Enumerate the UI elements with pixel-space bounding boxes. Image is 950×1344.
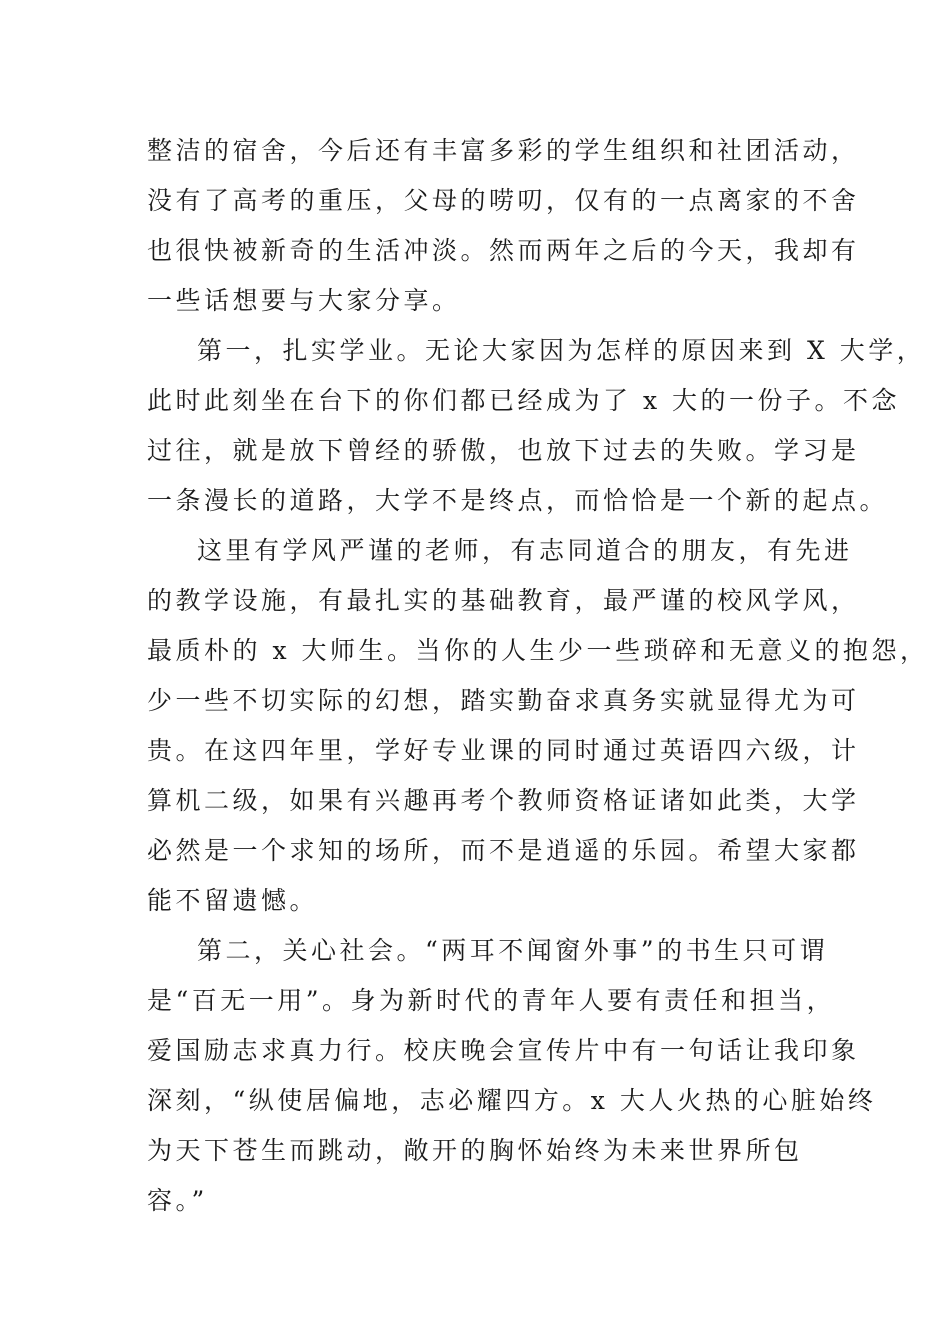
- text-line: 容。”: [147, 1186, 208, 1215]
- text-line: 贵。在这四年里，学好专业课的同时通过英语四六级，计: [147, 736, 860, 765]
- text-line: 也很快被新奇的生活冲淡。然而两年之后的今天，我却有: [147, 236, 860, 265]
- text-line: 整洁的宿舍，今后还有丰富多彩的学生组织和社团活动，: [147, 136, 860, 165]
- text-line: 爱国励志求真力行。校庆晚会宣传片中有一句话让我印象: [147, 1036, 860, 1065]
- text-line: 此时此刻坐在台下的你们都已经成为了 x 大的一份子。不念: [147, 386, 900, 415]
- text-line: 过往，就是放下曾经的骄傲，也放下过去的失败。学习是: [147, 436, 860, 465]
- text-line: 没有了高考的重压，父母的唠叨，仅有的一点离家的不舍: [147, 186, 860, 215]
- paragraph-first-line: 第一，扎实学业。无论大家因为怎样的原因来到 X 大学，: [197, 336, 926, 365]
- text-line: 最质朴的 x 大师生。当你的人生少一些琐碎和无意义的抱怨，: [147, 636, 929, 665]
- text-line: 一些话想要与大家分享。: [147, 286, 461, 315]
- paragraph-first-line: 这里有学风严谨的老师，有志同道合的朋友，有先进: [197, 536, 853, 565]
- text-line: 是“百无一用”。身为新时代的青年人要有责任和担当，: [147, 986, 836, 1015]
- paragraph-first-line: 第二，关心社会。“两耳不闻窗外事”的书生只可谓: [197, 936, 829, 965]
- text-line: 为天下苍生而跳动，敞开的胸怀始终为未来世界所包: [147, 1136, 803, 1165]
- text-line: 一条漫长的道路，大学不是终点，而恰恰是一个新的起点。: [147, 486, 889, 515]
- text-line: 少一些不切实际的幻想，踏实勤奋求真务实就显得尤为可: [147, 686, 860, 715]
- text-line: 能不留遗憾。: [147, 886, 319, 915]
- document-body: [147, 126, 929, 1226]
- text-line: 深刻，“纵使居偏地，志必耀四方。x 大人火热的心脏始终: [147, 1086, 877, 1115]
- text-line: 算机二级，如果有兴趣再考个教师资格证诸如此类，大学: [147, 786, 860, 815]
- text-line: 必然是一个求知的场所，而不是逍遥的乐园。希望大家都: [147, 836, 860, 865]
- text-line: 的教学设施，有最扎实的基础教育，最严谨的校风学风，: [147, 586, 860, 615]
